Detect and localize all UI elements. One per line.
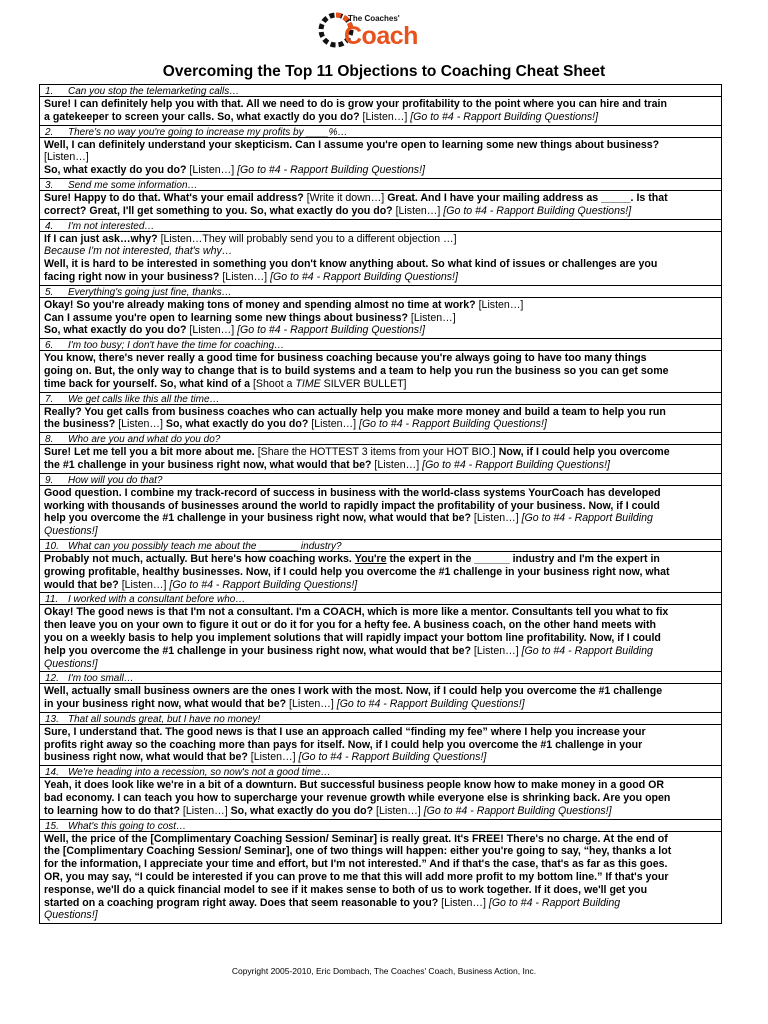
objection-row — [40, 820, 721, 832]
response-row — [40, 832, 721, 924]
response-row — [40, 486, 721, 540]
response-row — [40, 552, 721, 593]
listen-cue: [Listen…] — [289, 698, 334, 711]
goto-cue: [Go to #4 - Rapport Building — [521, 512, 653, 525]
listen-cue: [Listen…] — [189, 324, 235, 337]
response-line: help you overcome the #1 challenge in your business right now, what would that be? — [44, 644, 471, 657]
response-emphasis: You're — [354, 552, 387, 565]
objection-number: 6. — [45, 340, 54, 352]
response-row — [40, 778, 721, 819]
objection-number: 14. — [45, 767, 59, 779]
action-cue: [Write it down…] — [306, 191, 385, 204]
so-what-question: So, what exactly do you do? — [44, 324, 187, 337]
listen-cue: [Listen…] — [374, 458, 420, 471]
objection-text: What's this going to cost… — [68, 820, 187, 832]
listen-cue: [Listen…] — [222, 270, 268, 283]
response-line: Sure! Let me tell you a bit more about me. — [44, 446, 255, 459]
objection-text: Can you stop the telemarketing calls… — [68, 86, 240, 97]
response-line: would that be? — [44, 578, 119, 591]
listen-cue: [Listen…] — [250, 751, 296, 764]
objection-row — [40, 713, 721, 725]
response-line: in your business right now, what would that be? — [44, 698, 287, 711]
goto-cue: Questions!] — [44, 909, 98, 922]
listen-cue: [Listen…] — [362, 110, 408, 123]
response-line: If I can just ask…why? — [44, 232, 158, 245]
response-line: Sure! Happy to do that. What's your email address? — [44, 191, 304, 204]
response-line: to learning how to do that? — [44, 804, 180, 817]
goto-cue: [Go to #4 - Rapport Building Questions!] — [443, 204, 632, 217]
objection-text: There's no way you're going to increase my profits by ____%… — [68, 126, 348, 138]
objection-row — [40, 540, 721, 552]
listen-cue: [Listen…] — [311, 418, 357, 431]
response-line: profits right away so the coaching more than pays for itself. Now, if I could help you overcome the #1 challenge in your — [44, 738, 643, 751]
action-cue: [Share the HOTTEST 3 items from your HOT BIO.] — [257, 446, 496, 459]
objection-row — [40, 126, 721, 138]
objection-number: 5. — [45, 286, 54, 298]
prospect-reply: Because I'm not interested, that's why… — [44, 245, 233, 258]
listen-cue: [Listen…] — [395, 204, 441, 217]
goto-cue: [Go to #4 - Rapport Building — [488, 896, 621, 909]
objection-number: 4. — [45, 220, 54, 232]
response-line: started on a coaching program right away. Does that seem reasonable to you? — [44, 896, 439, 909]
objection-number: 1. — [45, 86, 54, 97]
response-line: Okay! The good news is that I'm not a consultant. I'm a COACH, which is more like a mentor. Consultants tell you what to fix — [44, 606, 669, 619]
response-line: Yeah, it does look like we're in a bit of a downturn. But successful business people know how to make money in a good OR — [44, 779, 665, 792]
objection-text: I'm not interested… — [68, 220, 155, 232]
goto-cue: [Go to #4 - Rapport Building Questions!] — [237, 324, 425, 337]
objection-row — [40, 220, 721, 232]
response-line: Sure, I understand that. The good news is that I use an approach called “finding my fee” where I help you increase your — [44, 725, 646, 738]
response-line: Now, if I could help you overcome — [498, 446, 670, 459]
logo-big-text: Coach — [344, 22, 418, 50]
objection-number: 7. — [45, 393, 54, 405]
listen-cue: [Listen…] — [473, 644, 519, 657]
goto-cue: [Go to #4 - Rapport Building Questions!] — [336, 698, 525, 711]
objection-number: 13. — [45, 713, 59, 725]
objection-text: How will you do that? — [68, 474, 163, 486]
response-line: Well, actually small business owners are the ones I work with the most. Now, if I could help you overcome the #1 challenge — [44, 685, 663, 698]
response-row — [40, 298, 721, 339]
objection-number: 9. — [45, 474, 54, 486]
response-line: going on. But, the only way to change that is to build systems and a team to help you run the business so you can get some — [44, 364, 669, 377]
objection-text: Everything's going just fine, thanks… — [68, 286, 232, 298]
response-row — [40, 97, 721, 126]
objection-row — [40, 672, 721, 684]
goto-cue: Questions!] — [44, 657, 98, 670]
response-line: correct? Great, I'll get something to you. So, what exactly do you do? — [44, 204, 393, 217]
response-line: the business? — [44, 418, 116, 431]
response-line: the #1 challenge in your business right now, what would that be? — [44, 458, 372, 471]
response-line: then leave you on your own to figure it out or do it for you for a hefty fee. A business coach, on the other hand meets with — [44, 619, 656, 632]
objection-text: Who are you and what do you do? — [68, 434, 221, 446]
response-line: OR, you may say, “I could be interested if you can prove to me that this will add more profit to my bottom line.” If that's your — [44, 871, 669, 884]
page-title: Overcoming the Top 11 Objections to Coaching Cheat Sheet — [162, 63, 606, 80]
response-line: bad economy. I can teach you how to supercharge your revenue growth while everyone else is shrinking back. Are you open — [44, 792, 671, 805]
response-line: Really? You get calls from business coaches who can actually help you make more money and build a team to help you run — [44, 405, 666, 418]
response-line: working with thousands of businesses around the world to rapidly impact the profitability of your business. Now, if I could — [44, 499, 660, 512]
response-line: Well, the price of the [Complimentary Coaching Session/ Seminar] is really great. It's FREE! There's no charge. At the end of — [44, 832, 668, 845]
response-row — [40, 191, 721, 220]
response-line: response, we'll do a quick financial model to see if it makes sense to both of us to work together. If it does, we'll get you — [44, 883, 648, 896]
response-row — [40, 605, 721, 672]
response-row — [40, 684, 721, 713]
response-line: Sure! I can definitely help you with that. All we need to do is grow your profitability to the point where you can hire and train — [44, 98, 667, 110]
so-what-question: So, what exactly do you do? — [165, 418, 309, 431]
response-row — [40, 138, 721, 179]
listen-cue: [Listen…] — [473, 512, 519, 525]
listen-cue: [Listen…] — [376, 804, 421, 817]
response-line: Probably not much, actually. But here's how coaching works. — [44, 552, 352, 565]
listen-cue: [Listen…] — [121, 578, 167, 591]
response-line: facing right now in your business? — [44, 270, 220, 283]
objection-text: I worked with a consultant before who… — [68, 594, 246, 606]
response-line: Good question. I combine my track-record of success in business with the world-class systems YourCoach has developed — [44, 486, 661, 499]
objection-text: Send me some information… — [68, 179, 198, 191]
response-row — [40, 405, 721, 434]
objection-row — [40, 85, 721, 97]
goto-cue: [Go to #4 - Rapport Building Questions!] — [298, 751, 487, 764]
response-line: Well, it is hard to be interested in something you don't know anything about. So what kind of issues or challenges are you — [44, 258, 658, 271]
objection-row — [40, 393, 721, 405]
objection-number: 10. — [45, 540, 59, 552]
objection-number: 11. — [45, 594, 59, 606]
objection-row — [40, 433, 721, 445]
response-line: the expert in the ______ industry and I'm the expert in — [389, 552, 660, 565]
logo-small-text: The Coaches' — [348, 14, 400, 23]
response-line: you on a weekly basis to help you implement solutions that will rapidly impact your bottom line profitability. Now, if I could — [44, 631, 661, 644]
response-line: business right now, what would that be? — [44, 751, 248, 764]
response-line: Okay! So you're already making tons of money and spending almost no time at work? — [44, 298, 476, 311]
goto-cue: [Go to #4 - Rapport Building Questions!] — [270, 270, 458, 283]
objection-number: 12. — [45, 673, 59, 685]
action-cue: [Shoot a — [252, 377, 293, 390]
goto-cue: [Go to #4 - Rapport Building Questions!] — [410, 110, 599, 123]
objection-text: I'm too small… — [68, 673, 134, 685]
action-cue-emphasis: TIME — [295, 377, 321, 390]
listen-cue: [Listen…] — [118, 418, 163, 431]
response-line: time back for yourself. So, what kind of a — [44, 377, 251, 390]
response-line: Well, I can definitely understand your skepticism. Can I assume you're open to learning some new things about business? — [44, 138, 660, 151]
objection-text: We get calls like this all the time… — [68, 393, 220, 405]
objection-number: 2. — [45, 126, 54, 138]
response-row — [40, 232, 721, 286]
objection-row — [40, 286, 721, 298]
response-line: growing profitable, healthy businesses. Now, if I could help you overcome the #1 challenge in your business right now, what — [44, 565, 670, 578]
listen-cue: [Listen…] — [44, 151, 89, 164]
so-what-question: So, what exactly do you do? — [230, 804, 374, 817]
objection-number: 3. — [45, 179, 54, 191]
response-row — [40, 725, 721, 766]
goto-cue: [Go to #4 - Rapport Building Questions!] — [359, 418, 547, 431]
response-row — [40, 351, 721, 392]
copyright-footer: Copyright 2005-2010, Eric Dombach, The Coaches' Coach, Business Action, Inc. — [231, 966, 537, 976]
response-line: help you overcome the #1 challenge in your business right now, what would that be? — [44, 512, 471, 525]
objection-row — [40, 766, 721, 778]
objection-row — [40, 593, 721, 605]
response-line: a gatekeeper to screen your calls. So, what exactly do you do? — [44, 110, 360, 123]
company-logo — [316, 8, 432, 54]
goto-cue: [Go to #4 - Rapport Building Questions!] — [237, 164, 425, 177]
listen-cue: [Listen…] — [441, 896, 486, 909]
objection-row — [40, 179, 721, 191]
objection-text: We're heading into a recession, so now's not a good time… — [68, 767, 331, 779]
response-line: You know, there's never really a good time for business coaching because you're always going to have too many things — [44, 352, 647, 365]
objection-row — [40, 339, 721, 351]
response-line: the [Complimentary Coaching Session/ Seminar], one of two things will happen: either you're going to say, “hey, thanks a lot — [44, 845, 672, 858]
objection-row — [40, 474, 721, 486]
objection-number: 8. — [45, 434, 54, 446]
goto-cue: Questions!] — [44, 525, 98, 538]
objection-number: 15. — [45, 820, 59, 832]
goto-cue: [Go to #4 - Rapport Building — [521, 644, 653, 657]
objection-text: What can you possibly teach me about the _______ industry? — [68, 540, 342, 552]
listen-cue: [Listen…] — [189, 164, 235, 177]
action-cue: SILVER BULLET] — [323, 377, 407, 390]
response-line: Great. And I have your mailing address as _____. Is that — [387, 191, 668, 204]
goto-cue: [Go to #4 - Rapport Building Questions!] — [169, 578, 358, 591]
listen-cue: [Listen…] — [410, 311, 456, 324]
objection-text: That all sounds great, but I have no money! — [68, 713, 261, 725]
so-what-question: So, what exactly do you do? — [44, 164, 187, 177]
goto-cue: [Go to #4 - Rapport Building Questions!] — [423, 804, 612, 817]
goto-cue: [Go to #4 - Rapport Building Questions!] — [422, 458, 610, 471]
response-row — [40, 445, 721, 474]
objection-text: I'm too busy; I don't have the time for coaching… — [68, 340, 285, 352]
action-cue: [Listen…They will probably send you to a different objection …] — [160, 232, 457, 245]
listen-cue: [Listen…] — [182, 804, 228, 817]
listen-cue: [Listen…] — [478, 298, 524, 311]
objections-table — [39, 84, 722, 924]
response-line: Can I assume you're open to learning some new things about business? — [44, 311, 408, 324]
response-line: for the information, I appreciate your time and effort, but I'm not interested.” And if that's the case, that's as far as this goes. — [44, 858, 668, 871]
